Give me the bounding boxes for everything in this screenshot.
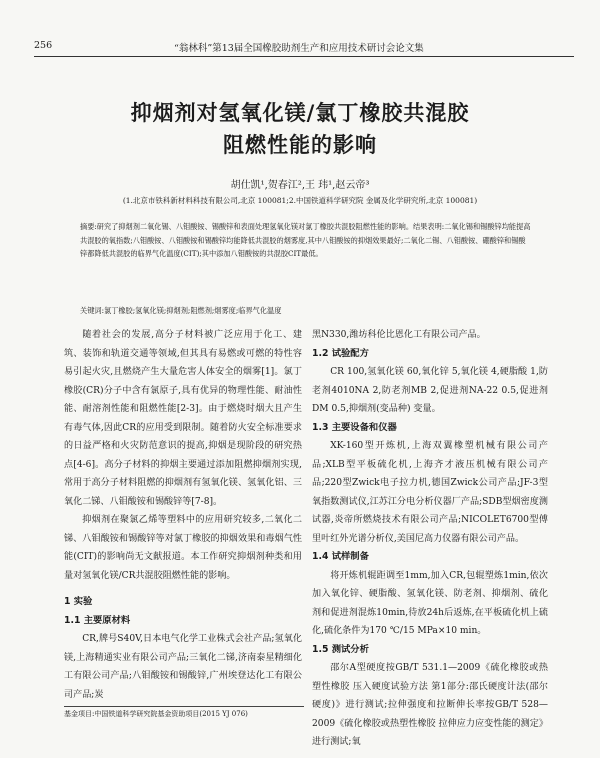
section-1-4-heading: 1.4 试样制备 xyxy=(312,551,369,562)
page-number: 256 xyxy=(34,40,53,51)
section-1-1-text: CR,牌号S40V,日本电气化学工业株式会社产品;氢氧化镁,上海精通实业有限公司产品;三氧化二锑,济南泰星精细化工有限公司产品;八钼酸铵和锡酸锌,广州埃登达化工有限公司产品;炭 xyxy=(64,634,302,700)
intro-paragraph-1: 随着社会的发展,高分子材料被广泛应用于化工、建筑、装饰和轨道交通等领域,但其具有易燃或可燃的特性容易引起火灾,且燃烧产生大量危害人体安全的烟雾[1]。氯丁橡胶(CR)分子中含有氯原子,具有优异的物理性能、耐油性能、耐溶剂性能和阻燃性能[2-3]。由于燃烧时烟大且产生有毒气体,因此CR的应用受到限制。随着防火安全标准要求的日益严格和火灾防范意识的提高,抑烟是现阶段的研究热点[4-6]。高分子材料的抑烟主要通过添加阻燃抑烟剂实现,常用于高分子材料阻燃的抑烟剂有氢氧化镁、氢氧化铝、三氧化二锑、八钼酸铵和锡酸锌等[7-8]。 xyxy=(64,330,302,507)
section-1-heading: 1 实验 xyxy=(64,596,93,607)
title-line-1: 抑烟剂对氢氧化镁/氯丁橡胶共混胶 xyxy=(130,101,470,125)
section-1-4-text: 将开炼机辊距调至1mm,加入CR,包辊塑炼1min,依次加入氧化锌、硬脂酸、氢氧化镁、防老剂、抑烟剂、硫化剂和促进剂混炼10min,待放24h后返炼,在平板硫化机上硫化,硫化条件为170 ℃/15 MPa×10 min。 xyxy=(312,570,548,636)
affiliation: (1.北京市铁科新材料科技有限公司,北京 100081;2.中国铁道科学研究院 金属及化学研究所,北京 100081) xyxy=(122,196,478,205)
title-line-2: 阻燃性能的影响 xyxy=(223,133,377,157)
running-header xyxy=(34,40,574,57)
left-column xyxy=(64,326,302,704)
article-title xyxy=(0,97,600,161)
section-1-1-heading: 1.1 主要原材料 xyxy=(64,614,131,626)
section-1-3-heading: 1.3 主要设备和仪器 xyxy=(312,421,397,433)
intro-paragraph-2: 抑烟剂在聚氯乙烯等塑料中的应用研究较多,二氧化二锑、八钼酸铵和锡酸锌等对氯丁橡胶的抑烟效果和毒烟气性能(CIT)的影响尚无文献报道。本工作研究抑烟剂种类和用量对氢氧化镁/CR共混胶阻燃性能的影响。 xyxy=(64,515,302,581)
abstract: 摘要:研究了抑烟剂二氧化锡、八钼酸铵、锡酸锌和表面处理氢氧化镁对氯丁橡胶共混胶阻燃性能的影响。结果表明:二氧化锡和锡酸锌均能提高共混胶的氧指数;八钼酸铵、八钼酸铵和锡酸锌均能降低共混胶的烟雾度,其中八钼酸铵的抑烟效果最好;二氧化二锡、八钼酸铵、硼酸锌和锡酸锌都降低共混胶的临界气化温度(CIT);其中添加八钼酸铵的共混胶CIT最低。 xyxy=(80,222,531,259)
section-1-3-text: XK-160型开炼机,上海双翼橡塑机械有限公司产品;XLB型平板硫化机,上海齐才液压机械有限公司产品;220型Zwick电子拉力机,德国Zwick公司产品;JF-3型氧指数测试仪,江苏江分电分析仪器厂产品;SDB型烟密度测试器,炎帝所燃烧技术有限公司产品;NICOLET6700型傅里叶红外光谱分析仪,美国尼高力仪器有限公司产品。 xyxy=(312,441,548,544)
funding-footnote: 基金项目:中国铁道科学研究院基金资助项目(2015 YJ 076) xyxy=(64,706,304,719)
keywords: 关键词:氯丁橡胶;氢氧化镁;抑烟剂;阻燃剂;烟雾度;临界气化温度 xyxy=(80,306,282,315)
journal-title: “翁林科”第13届全国橡胶助剂生产和应用技术研讨会论文集 xyxy=(174,43,424,54)
section-1-5-heading: 1.5 测试分析 xyxy=(312,643,369,655)
section-1-2-text: CR 100,氢氧化镁 60,氧化锌 5,氧化镁 4,硬脂酸 1,防老剂4010NA 2,防老剂MB 2,促进剂NA-22 0.5,促进剂DM 0.5,抑烟剂(变品种) 变量。 xyxy=(312,367,548,414)
right-column xyxy=(312,326,548,752)
section-1-1-continued: 黑N330,潍坊科伦比恩化工有限公司产品。 xyxy=(312,330,486,340)
section-1-2-heading: 1.2 试验配方 xyxy=(312,347,369,359)
authors: 胡仕凯¹,贺春江²,王 玮¹,赵云帝³ xyxy=(230,180,370,191)
section-1-5-text: 邵尔A型硬度按GB/T 531.1—2009《硫化橡胶或热塑性橡胶 压入硬度试验方法 第1部分:邵氏硬度计法(邵尔硬度)》进行测试;拉伸强度和拉断伸长率按GB/T 528—2009《硫化橡胶或热塑性橡胶 拉伸应力应变性能的测定》进行测试;氧 xyxy=(312,663,548,747)
